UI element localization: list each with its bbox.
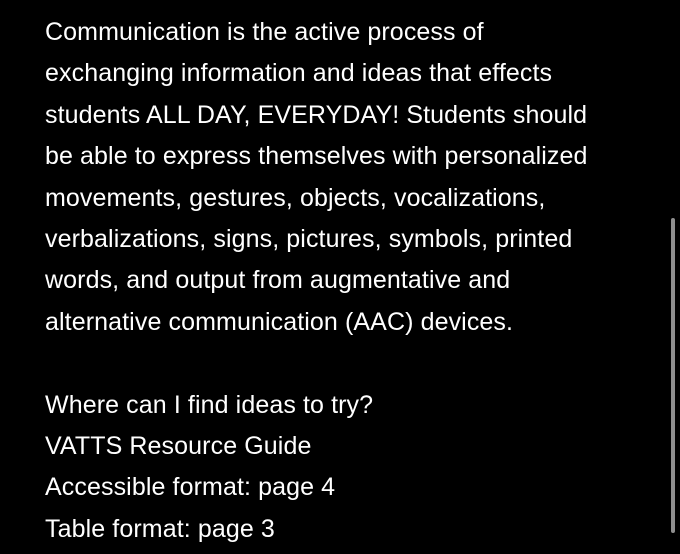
paragraph-line-8: alternative communication (AAC) devices. — [45, 307, 514, 336]
resource-question: Where can I find ideas to try? — [45, 390, 374, 419]
message-body — [45, 12, 655, 550]
paragraph-line-3: students ALL DAY, EVERYDAY! Students should — [45, 100, 588, 129]
paragraph-line-1: Communication is the active process of — [45, 18, 484, 46]
paragraph-line-6: verbalizations, signs, pictures, symbols, printed — [45, 225, 573, 254]
paragraph-line-5: movements, gestures, objects, vocalizations, — [45, 183, 546, 212]
paragraph-line-4: be able to express themselves with personalized — [45, 142, 588, 171]
vertical-scrollbar[interactable] — [671, 218, 675, 533]
paragraph-gap — [45, 343, 655, 384]
table-format-page: Table format: page 3 — [45, 514, 275, 543]
accessible-format-page: Accessible format: page 4 — [45, 473, 336, 502]
paragraph-line-7: words, and output from augmentative and — [45, 266, 511, 295]
resource-guide-title: VATTS Resource Guide — [45, 432, 312, 461]
paragraph-line-2: exchanging information and ideas that effects — [45, 59, 553, 88]
